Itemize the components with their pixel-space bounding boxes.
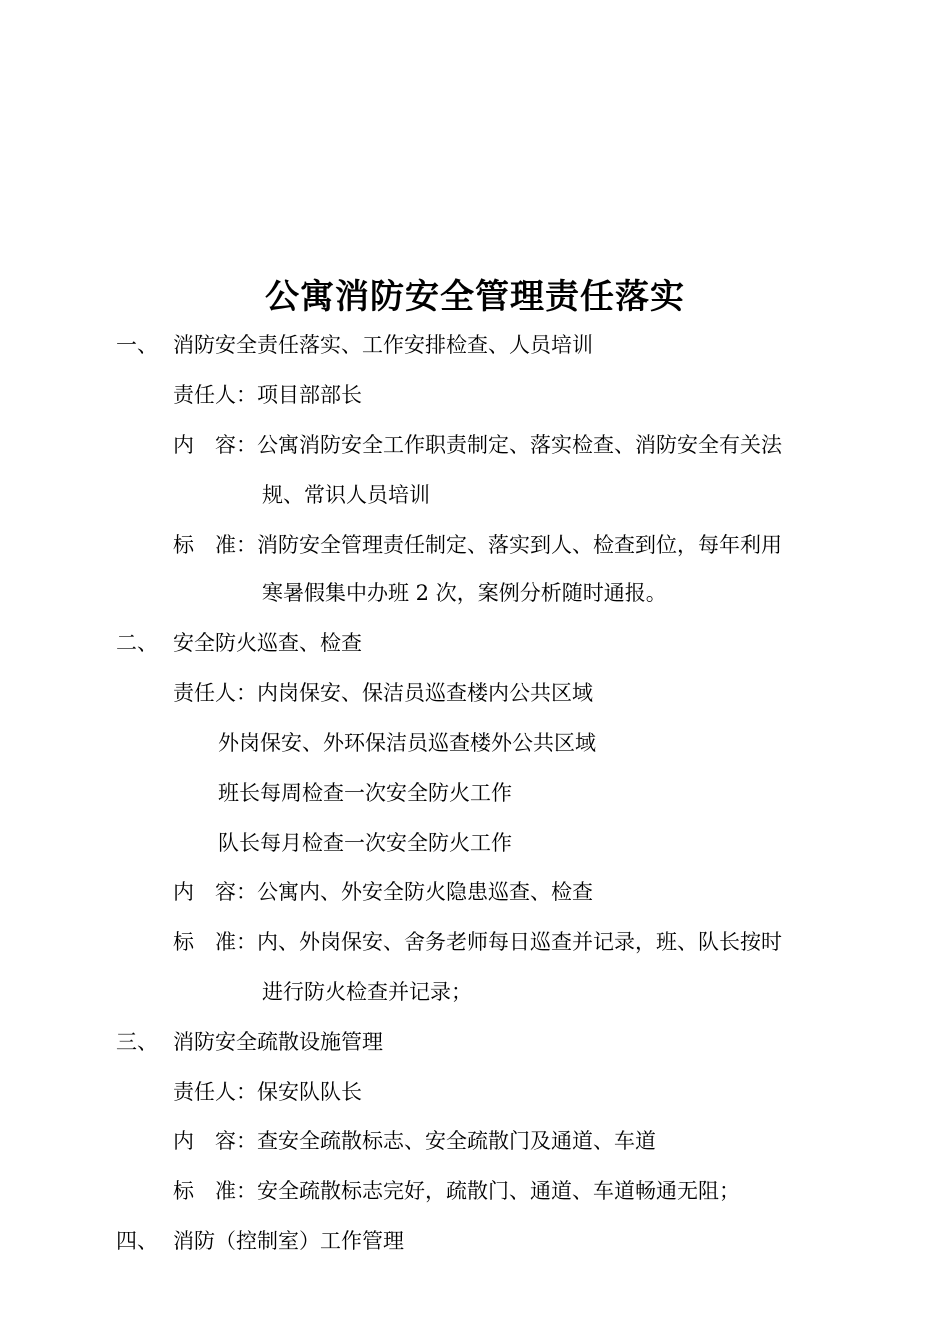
standard-line: 标 准：安全疏散标志完好，疏散门、通道、车道畅通无阻； [173,1179,740,1203]
standard-line-continued: 进行防火检查并记录； [262,980,472,1004]
content-line: 内 容：公寓内、外安全防火隐患巡查、检查 [173,880,593,904]
content-line-continued: 规、常识人员培训 [262,483,430,507]
section-heading: 消防（控制室）工作管理 [173,1229,404,1253]
responsible-line: 责任人：内岗保安、保洁员巡查楼内公共区域 [173,681,593,705]
content-line: 内 容：公寓消防安全工作职责制定、落实检查、消防安全有关法 [173,433,782,457]
section-number: 一、 [116,333,158,357]
section-number: 二、 [116,631,158,655]
responsible-line: 班长每周检查一次安全防火工作 [218,781,512,805]
responsible-line: 责任人：项目部部长 [173,383,362,407]
section-heading: 消防安全责任落实、工作安排检查、人员培训 [173,333,593,357]
section-number: 四、 [116,1229,158,1253]
standard-line: 标 准：内、外岗保安、舍务老师每日巡查并记录，班、队长按时 [173,930,782,954]
content-line: 内 容：查安全疏散标志、安全疏散门及通道、车道 [173,1129,656,1153]
section-heading: 安全防火巡查、检查 [173,631,362,655]
standard-line-continued: 寒暑假集中办班 2 次，案例分析随时通报。 [262,581,667,605]
responsible-line: 外岗保安、外环保洁员巡查楼外公共区域 [218,731,596,755]
document-title: 公寓消防安全管理责任落实 [265,277,685,317]
responsible-line: 队长每月检查一次安全防火工作 [218,831,512,855]
section-number: 三、 [116,1030,158,1054]
responsible-line: 责任人：保安队队长 [173,1080,362,1104]
standard-line: 标 准：消防安全管理责任制定、落实到人、检查到位，每年利用 [173,533,782,557]
section-heading: 消防安全疏散设施管理 [173,1030,383,1054]
